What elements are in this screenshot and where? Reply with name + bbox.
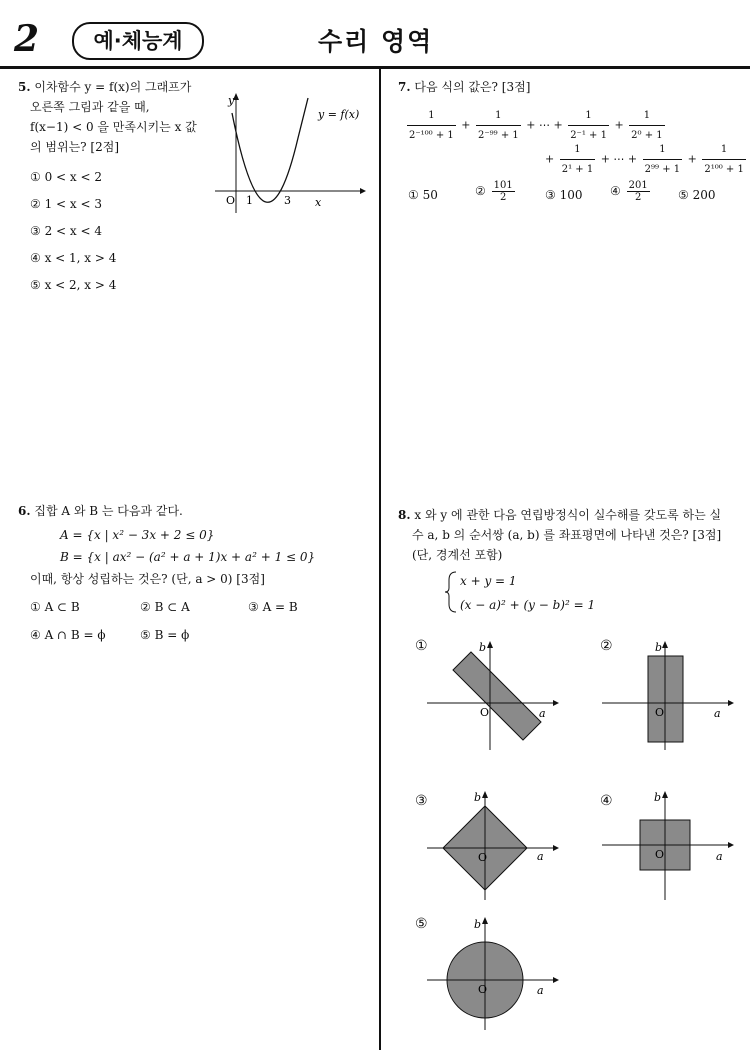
- q5-origin: O: [226, 194, 236, 207]
- q8-g5-b: b: [474, 918, 482, 931]
- q8-g2-o: O: [655, 706, 665, 719]
- q7-series-row1: $\frac{1}{\text{2⁻¹⁰⁰ + 1}}$ + $\frac{1}{\text{2⁻⁹⁹ + 1}}$ + ⋯ + $\frac{1}{\text{2⁻¹ + 1}}$ + $\frac{1}{\text{2⁰ + 1}}$: [405, 106, 667, 145]
- q5-line4: 의 범위는? [2점]: [30, 140, 120, 154]
- q5-choice-5: ⑤ x < 2, x > 4: [30, 278, 117, 292]
- q5-choice-4: ④ x < 1, x > 4: [30, 251, 117, 265]
- q5-curve-label: y = f(x): [318, 108, 360, 121]
- q5-line2: 오른쪽 그림과 같을 때,: [30, 100, 150, 114]
- q8-g1-b: b: [479, 641, 487, 654]
- q8-graph-5: [425, 914, 560, 1034]
- q6-line4: 이때, 항상 성립하는 것은? (단, a > 0) [3점]: [30, 572, 265, 586]
- q8-choice-4-mark: ④: [600, 793, 613, 809]
- q7-choice-2: ② $\frac{101}{2}$: [475, 180, 513, 203]
- q8-brace: [444, 570, 458, 614]
- q5-line1: 5. 이차함수 y = f(x)의 그래프가: [18, 80, 192, 94]
- q6-choice-4: ④ A ∩ B = ϕ: [30, 628, 106, 642]
- q8-line3: (단, 경계선 포함): [412, 548, 503, 562]
- header-rule: [0, 66, 750, 69]
- q5-choice-3: ③ 2 < x < 4: [30, 224, 102, 238]
- q6-choice-2: ② B ⊂ A: [140, 600, 190, 614]
- q7-choice-5: ⑤ 200: [678, 188, 716, 202]
- q6-choice-5: ⑤ B = ϕ: [140, 628, 190, 642]
- column-divider: [379, 66, 381, 1050]
- q6-choice-3: ③ A = B: [248, 600, 298, 614]
- q7-frac-1: $\frac{1}{\text{2⁻¹⁰⁰ + 1}}$: [407, 106, 456, 145]
- q7-series-row2: + $\frac{1}{\text{2¹ + 1}}$ + ⋯ + $\frac{1}{\text{2⁹⁹ + 1}}$ + $\frac{1}{\text{2¹⁰⁰ + 1}}$: [545, 140, 748, 179]
- q5-choice-2: ② 1 < x < 3: [30, 197, 102, 211]
- q5-tick-3: 3: [284, 194, 291, 207]
- q8-graph-3: [425, 788, 560, 903]
- q6-choice-1: ① A ⊂ B: [30, 600, 80, 614]
- q7-frac-2: $\frac{1}{\text{2⁻⁹⁹ + 1}}$: [476, 106, 521, 145]
- q8-g2-a: a: [714, 707, 721, 720]
- q8-g3-o: O: [478, 851, 488, 864]
- q5-line3: f(x−1) < 0 을 만족시키는 x 값: [30, 120, 197, 134]
- q8-g4-b: b: [654, 791, 662, 804]
- q5-y-label: y: [228, 94, 235, 107]
- q8-line2: 수 a, b 의 순서쌍 (a, b) 를 좌표평면에 나타낸 것은? [3점]: [412, 528, 722, 542]
- q8-choice-5-mark: ⑤: [415, 916, 428, 932]
- q7-choice-3: ③ 100: [545, 188, 583, 202]
- q6-set-a: A = {x | x² − 3x + 2 ≤ 0}: [60, 528, 215, 542]
- q5-tick-1: 1: [246, 194, 253, 207]
- q8-g2-b: b: [655, 641, 663, 654]
- q8-choice-2-mark: ②: [600, 638, 613, 654]
- q7-frac-3: $\frac{1}{\text{2⁻¹ + 1}}$: [568, 106, 609, 145]
- track-badge: 예·체능계: [72, 22, 204, 60]
- page-title: 수리 영역: [318, 27, 434, 56]
- q6-line1: 6. 집합 A 와 B 는 다음과 같다.: [18, 504, 183, 518]
- q8-g1-a: a: [539, 707, 546, 720]
- q7-choice-1: ① 50: [408, 188, 438, 202]
- q8-choice-1-mark: ①: [415, 638, 428, 654]
- q7-frac-4: $\frac{1}{\text{2⁰ + 1}}$: [629, 106, 664, 145]
- q8-g1-o: O: [480, 706, 490, 719]
- q8-graph-4: [600, 788, 735, 903]
- q6-set-b: B = {x | ax² − (a² + a + 1)x + a² + 1 ≤ 0}: [60, 550, 316, 564]
- q8-graph-2: [600, 638, 735, 753]
- q7-line1: 7. 다음 식의 값은? [3점]: [398, 80, 531, 94]
- q8-g3-a: a: [537, 850, 544, 863]
- q7-frac-7: $\frac{1}{\text{2¹⁰⁰ + 1}}$: [702, 140, 746, 179]
- q5-choice-1: ① 0 < x < 2: [30, 170, 102, 184]
- page-number: 2: [14, 18, 40, 60]
- q8-graph-1: [425, 638, 560, 753]
- q5-parabola-graph: [210, 88, 375, 218]
- q8-g5-a: a: [537, 984, 544, 997]
- q8-eq1: x + y = 1: [460, 574, 517, 588]
- q7-frac-6: $\frac{1}{\text{2⁹⁹ + 1}}$: [643, 140, 682, 179]
- q8-line1: 8. x 와 y 에 관한 다음 연립방정식이 실수해를 갖도록 하는 실: [398, 508, 722, 522]
- q8-g3-b: b: [474, 791, 482, 804]
- q8-choice-3-mark: ③: [415, 793, 428, 809]
- q5-x-label: x: [315, 196, 322, 209]
- q8-eq2: (x − a)² + (y − b)² = 1: [460, 598, 596, 612]
- q7-choice-4: ④ $\frac{201}{2}$: [610, 180, 648, 203]
- q8-g4-a: a: [716, 850, 723, 863]
- q7-frac-5: $\frac{1}{\text{2¹ + 1}}$: [560, 140, 595, 179]
- q8-g4-o: O: [655, 848, 665, 861]
- q8-g5-o: O: [478, 983, 488, 996]
